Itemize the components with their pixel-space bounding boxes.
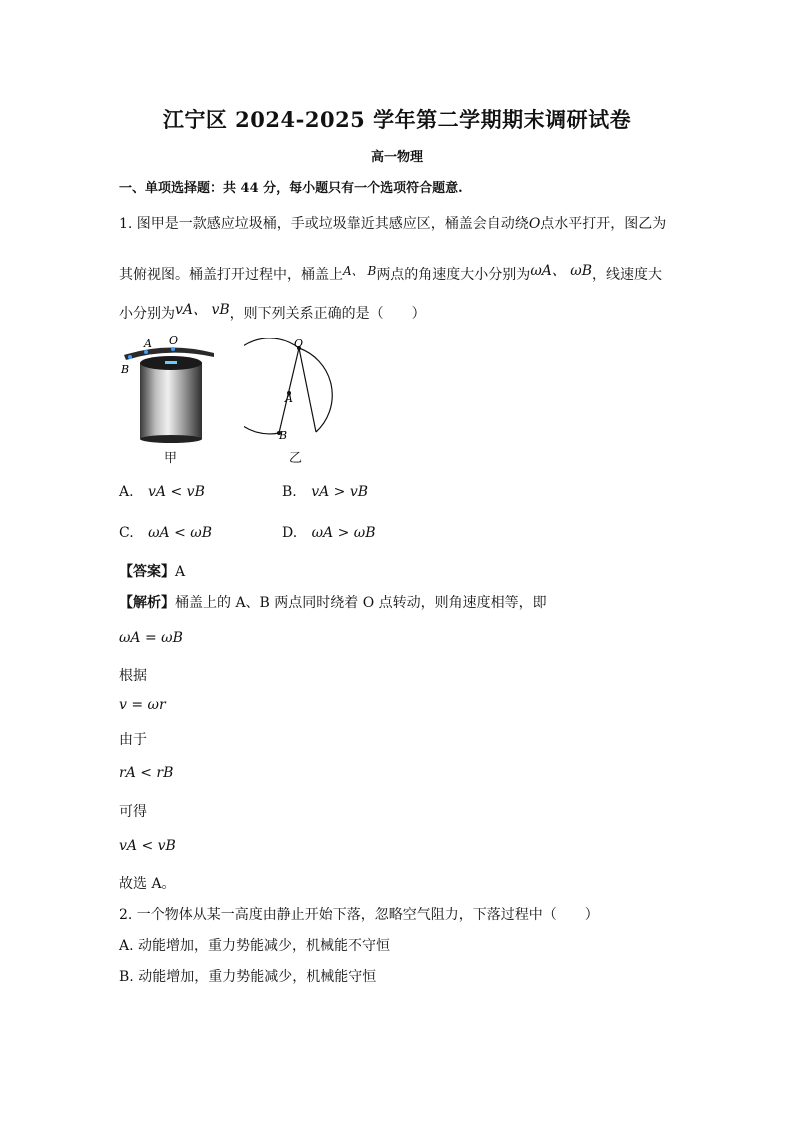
fig-jia-caption: 甲 [164,451,178,466]
lid-edge-line [299,348,316,432]
q1-line3-pre: 小分别为 [119,306,175,322]
q1-line2-mid: 两点的角速度大小分别为 [376,267,531,283]
q1-line2-pre: 其俯视图。桶盖打开过程中，桶盖上 [119,267,343,283]
q1-point-o: O [528,216,541,232]
analysis-tag: 【解析】 [119,595,175,611]
fig-jia-label-b: B [121,363,130,376]
q1-v-symbols: vA、 vB [175,302,230,318]
q1-points-ab: A、 B [343,264,377,278]
q2-stem: 2. 一个物体从某一高度由静止开始下落，忽略空气阻力，下落过程中（ ） [119,907,599,923]
radius-line-ob [279,348,299,433]
fig-yi-caption: 乙 [289,451,303,466]
q2-option-b[interactable]: B. 动能增加，重力势能减少，机械能守恒 [119,969,377,985]
q1-line1-post: 点水平打开，图乙为 [540,216,667,232]
q1-line2-post: ，线速度大 [592,267,662,283]
lid-pivot-marker [171,347,175,351]
text-genju: 根据 [119,668,147,684]
analysis-text: 桶盖上的 A、B 两点同时绕着 O 点转动，则角速度相等，即 [175,595,547,611]
q1-line1 [119,213,666,233]
option-d-label: D. [282,525,298,541]
equation-v-compare: vA < vB [119,838,176,854]
option-c-label: C. [119,525,134,541]
q1-option-a[interactable] [119,484,205,500]
lid-point-a-marker [144,350,148,354]
q1-analysis [119,592,547,612]
equation-r-compare: rA < rB [119,765,174,781]
lid-outline-arc [299,348,332,432]
can-base [140,435,202,443]
trash-can-figure [118,333,218,445]
q1-option-c[interactable] [119,525,212,541]
q1-line2 [119,260,662,284]
option-b-label: B. [282,484,297,500]
exam-subtitle: 高一物理 [370,150,423,165]
top-view-figure [244,338,352,444]
q1-option-d[interactable] [282,525,376,541]
section-heading: 一、单项选择题：共 44 分，每小题只有一个选项符合题意. [119,181,463,196]
text-kede: 可得 [119,804,147,820]
q1-line3-post: ，则下列关系正确的是（ ） [229,306,426,322]
q1-option-b[interactable] [282,484,368,500]
fig-yi-label-o: O [294,338,304,350]
fig-jia-label-o: O [169,334,179,347]
q1-line3 [119,299,426,323]
option-a-expr: vA < vB [148,484,205,500]
q1-answer [119,561,185,581]
q1-conclusion: 故选 A。 [119,876,176,892]
exam-title: 江宁区 2024-2025 学年第二学期期末调研试卷 [162,107,632,132]
fig-yi-label-b: B [279,429,288,442]
sensor-light [165,361,177,364]
can-outline-arc [244,338,299,434]
fig-jia-label-a: A [144,337,152,350]
equation-omega-equal: ωA = ωB [119,630,183,646]
q2-option-a[interactable]: A. 动能增加，重力势能减少，机械能不守恒 [119,938,391,954]
q1-omega-symbols: ωA、 ωB [530,263,592,279]
equation-v-omega-r: v = ωr [119,697,166,713]
can-body [140,363,202,439]
answer-tag: 【答案】 [119,564,175,580]
lid-point-b-marker [128,355,132,359]
option-d-expr: ωA > ωB [311,525,376,541]
option-a-label: A. [119,484,134,500]
q1-line1-pre: 1. 图甲是一款感应垃圾桶，手或垃圾靠近其感应区，桶盖会自动绕 [119,216,529,232]
answer-value: A [175,564,186,580]
fig-yi-label-a: A [285,392,293,405]
option-b-expr: vA > vB [311,484,369,500]
text-youyu: 由于 [119,732,147,748]
option-c-expr: ωA < ωB [148,525,212,541]
